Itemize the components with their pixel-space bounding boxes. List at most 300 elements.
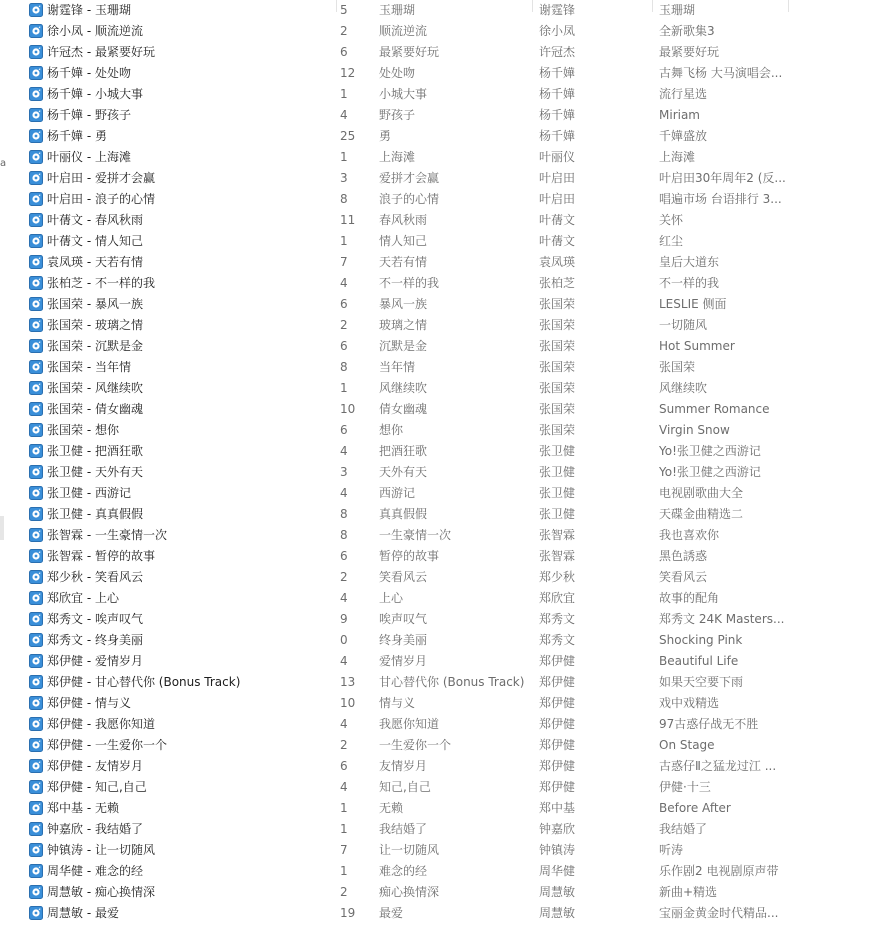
album-name: 风继续吹 <box>659 381 708 395</box>
album-name: 天碟金曲精选二 <box>659 507 744 521</box>
file-name: 张卫健 - 西游记 <box>47 486 131 500</box>
audio-file-icon <box>29 3 43 17</box>
album-name: 古惑仔Ⅱ之猛龙过江 ... <box>659 759 777 773</box>
audio-file-icon <box>29 843 43 857</box>
track-number: 3 <box>340 464 348 479</box>
track-number: 7 <box>340 842 348 857</box>
audio-file-icon <box>29 885 43 899</box>
audio-file-icon <box>29 654 43 668</box>
file-row[interactable] <box>22 524 872 545</box>
file-name: 叶丽仪 - 上海滩 <box>47 150 131 164</box>
file-row[interactable] <box>22 104 872 125</box>
track-number: 5 <box>340 2 348 17</box>
track-number: 2 <box>340 23 348 38</box>
audio-file-icon <box>29 339 43 353</box>
audio-file-icon <box>29 696 43 710</box>
file-name: 钟嘉欣 - 我结婚了 <box>47 822 143 836</box>
contributing-artist: 杨千嬅 <box>539 66 576 80</box>
track-number: 4 <box>340 107 348 122</box>
track-number: 4 <box>340 653 348 668</box>
track-number: 1 <box>340 821 348 836</box>
navigation-pane-edge <box>0 0 22 933</box>
file-row[interactable] <box>22 419 872 440</box>
file-name: 郑伊健 - 友情岁月 <box>47 759 143 773</box>
song-title: 想你 <box>379 423 404 437</box>
audio-file-icon <box>29 486 43 500</box>
song-title: 勇 <box>379 129 392 143</box>
contributing-artist: 杨千嬅 <box>539 108 576 122</box>
file-name: 郑秀文 - 唉声叹气 <box>47 612 143 626</box>
file-row[interactable] <box>22 272 872 293</box>
file-row[interactable] <box>22 125 872 146</box>
contributing-artist: 张卫健 <box>539 486 576 500</box>
contributing-artist: 郑伊健 <box>539 717 576 731</box>
file-row[interactable] <box>22 881 872 902</box>
song-title: 我结婚了 <box>379 822 428 836</box>
file-name: 钟镇涛 - 让一切随风 <box>47 843 155 857</box>
audio-file-icon <box>29 402 43 416</box>
contributing-artist: 郑秀文 <box>539 633 576 647</box>
album-name: 张国荣 <box>659 360 696 374</box>
file-name: 张智霖 - 一生豪情一次 <box>47 528 167 542</box>
file-name: 张国荣 - 沉默是金 <box>47 339 143 353</box>
song-title: 暴风一族 <box>379 297 428 311</box>
track-number: 4 <box>340 590 348 605</box>
file-name: 郑伊健 - 甘心替代你 (Bonus Track) <box>47 675 241 689</box>
song-title: 小城大事 <box>379 87 428 101</box>
song-title: 沉默是金 <box>379 339 428 353</box>
file-name: 叶蒨文 - 春风秋雨 <box>47 213 143 227</box>
file-name: 郑欣宜 - 上心 <box>47 591 119 605</box>
audio-file-icon <box>29 150 43 164</box>
song-title: 当年情 <box>379 360 416 374</box>
track-number: 8 <box>340 527 348 542</box>
contributing-artist: 张国荣 <box>539 318 576 332</box>
audio-file-icon <box>29 507 43 521</box>
audio-file-icon <box>29 717 43 731</box>
album-name: 红尘 <box>659 234 684 248</box>
file-row[interactable] <box>22 83 872 104</box>
track-number: 8 <box>340 359 348 374</box>
album-name: 关怀 <box>659 213 684 227</box>
track-number: 6 <box>340 44 348 59</box>
audio-file-icon <box>29 780 43 794</box>
song-title: 唉声叹气 <box>379 612 428 626</box>
contributing-artist: 张卫健 <box>539 507 576 521</box>
track-number: 4 <box>340 443 348 458</box>
contributing-artist: 张智霖 <box>539 528 576 542</box>
song-title: 把酒狂歌 <box>379 444 428 458</box>
track-number: 4 <box>340 716 348 731</box>
song-title: 风继续吹 <box>379 381 428 395</box>
file-row[interactable] <box>22 650 872 671</box>
album-name: LESLIE 侧面 <box>659 297 727 311</box>
file-name: 杨千嬅 - 小城大事 <box>47 87 143 101</box>
album-name: 上海滩 <box>659 150 696 164</box>
track-number: 6 <box>340 296 348 311</box>
track-number: 1 <box>340 233 348 248</box>
audio-file-icon <box>29 234 43 248</box>
album-name: 千嬅盛放 <box>659 129 708 143</box>
audio-file-icon <box>29 192 43 206</box>
album-name: Shocking Pink <box>659 632 743 647</box>
contributing-artist: 叶启田 <box>539 171 576 185</box>
track-number: 13 <box>340 674 356 689</box>
contributing-artist: 徐小凤 <box>539 24 576 38</box>
audio-file-icon <box>29 381 43 395</box>
album-name: 一切随风 <box>659 318 708 332</box>
audio-file-icon <box>29 255 43 269</box>
file-row[interactable] <box>22 860 872 881</box>
audio-file-icon <box>29 738 43 752</box>
song-title: 情与义 <box>379 696 416 710</box>
nav-pane-scroll-indicator[interactable] <box>0 516 4 540</box>
file-row[interactable] <box>22 314 872 335</box>
file-name: 张国荣 - 倩女幽魂 <box>47 402 143 416</box>
contributing-artist: 张卫健 <box>539 444 576 458</box>
file-row[interactable] <box>22 482 872 503</box>
file-name: 徐小凤 - 顺流逆流 <box>47 24 143 38</box>
file-name: 张国荣 - 玻璃之情 <box>47 318 143 332</box>
audio-file-icon <box>29 318 43 332</box>
audio-file-icon <box>29 24 43 38</box>
contributing-artist: 郑欣宜 <box>539 591 576 605</box>
contributing-artist: 袁凤瑛 <box>539 255 576 269</box>
audio-file-icon <box>29 822 43 836</box>
track-number: 2 <box>340 569 348 584</box>
album-name: 戏中戏精选 <box>659 696 720 710</box>
contributing-artist: 周华健 <box>539 864 576 878</box>
contributing-artist: 郑秀文 <box>539 612 576 626</box>
file-name: 周慧敏 - 最爱 <box>47 906 119 920</box>
album-name: 流行星选 <box>659 87 708 101</box>
file-row[interactable] <box>22 902 872 923</box>
album-name: Summer Romance <box>659 401 770 416</box>
file-name: 张柏芝 - 不一样的我 <box>47 276 155 290</box>
file-name: 周华健 - 难念的经 <box>47 864 143 878</box>
track-number: 2 <box>340 317 348 332</box>
file-row[interactable] <box>22 377 872 398</box>
track-number: 11 <box>340 212 356 227</box>
file-row[interactable] <box>22 335 872 356</box>
contributing-artist: 张国荣 <box>539 381 576 395</box>
audio-file-icon <box>29 360 43 374</box>
album-name: 听涛 <box>659 843 684 857</box>
contributing-artist: 钟镇涛 <box>539 843 576 857</box>
song-title: 上心 <box>379 591 404 605</box>
audio-file-icon <box>29 591 43 605</box>
song-title: 一生豪情一次 <box>379 528 452 542</box>
album-name: Hot Summer <box>659 338 735 353</box>
file-row[interactable] <box>22 776 872 797</box>
track-number: 6 <box>340 338 348 353</box>
file-row[interactable] <box>22 839 872 860</box>
track-number: 9 <box>340 611 348 626</box>
contributing-artist: 张卫健 <box>539 465 576 479</box>
track-number: 3 <box>340 170 348 185</box>
audio-file-icon <box>29 465 43 479</box>
album-name: 全新歌集3 <box>659 24 715 38</box>
file-name: 叶启田 - 爱拼才会赢 <box>47 171 155 185</box>
album-name: 唱遍市场 台语排行 3... <box>659 192 782 206</box>
song-title: 难念的经 <box>379 864 428 878</box>
album-name: 电视剧歌曲大全 <box>659 486 744 500</box>
audio-file-icon <box>29 423 43 437</box>
track-number: 7 <box>340 254 348 269</box>
song-title: 笑看风云 <box>379 570 428 584</box>
song-title: 野孩子 <box>379 108 416 122</box>
track-number: 10 <box>340 695 356 710</box>
album-name: Before After <box>659 800 731 815</box>
contributing-artist: 郑伊健 <box>539 759 576 773</box>
file-name: 张智霖 - 暂停的故事 <box>47 549 155 563</box>
file-name: 张卫健 - 天外有天 <box>47 465 143 479</box>
track-number: 19 <box>340 905 356 920</box>
album-name: Virgin Snow <box>659 422 730 437</box>
contributing-artist: 郑中基 <box>539 801 576 815</box>
file-name: 杨千嬅 - 勇 <box>47 129 107 143</box>
file-row[interactable] <box>22 608 872 629</box>
file-row[interactable] <box>22 167 872 188</box>
song-title: 天外有天 <box>379 465 428 479</box>
track-number: 1 <box>340 800 348 815</box>
file-row[interactable] <box>22 797 872 818</box>
file-row[interactable] <box>22 440 872 461</box>
file-row[interactable] <box>22 146 872 167</box>
album-name: Miriam <box>659 107 700 122</box>
track-number: 6 <box>340 548 348 563</box>
contributing-artist: 叶蒨文 <box>539 213 576 227</box>
song-title: 真真假假 <box>379 507 428 521</box>
contributing-artist: 张柏芝 <box>539 276 576 290</box>
file-row[interactable] <box>22 293 872 314</box>
file-row[interactable] <box>22 398 872 419</box>
contributing-artist: 杨千嬅 <box>539 129 576 143</box>
song-title: 上海滩 <box>379 150 416 164</box>
song-title: 玉珊瑚 <box>379 3 416 17</box>
album-name: 叶启田30年周年2 (反... <box>659 171 786 185</box>
album-name: 玉珊瑚 <box>659 3 696 17</box>
contributing-artist: 郑伊健 <box>539 738 576 752</box>
track-number: 0 <box>340 632 348 647</box>
album-name: 故事的配角 <box>659 591 720 605</box>
album-name: Yo!张卫健之西游记 <box>659 444 761 458</box>
contributing-artist: 叶启田 <box>539 192 576 206</box>
song-title: 最紧要好玩 <box>379 45 440 59</box>
file-row[interactable] <box>22 755 872 776</box>
file-row[interactable] <box>22 20 872 41</box>
file-row[interactable] <box>22 734 872 755</box>
contributing-artist: 叶丽仪 <box>539 150 576 164</box>
album-name: 郑秀文 24K Masters... <box>659 612 785 626</box>
file-name: 张国荣 - 当年情 <box>47 360 131 374</box>
contributing-artist: 张国荣 <box>539 423 576 437</box>
audio-file-icon <box>29 213 43 227</box>
audio-file-icon <box>29 171 43 185</box>
song-title: 甘心替代你 (Bonus Track) <box>379 675 525 689</box>
track-number: 10 <box>340 401 356 416</box>
file-name: 张国荣 - 风继续吹 <box>47 381 143 395</box>
file-name: 郑伊健 - 我愿你知道 <box>47 717 155 731</box>
audio-file-icon <box>29 444 43 458</box>
contributing-artist: 郑少秋 <box>539 570 576 584</box>
file-name: 郑伊健 - 一生爱你一个 <box>47 738 167 752</box>
song-title: 天若有情 <box>379 255 428 269</box>
audio-file-icon <box>29 528 43 542</box>
file-name: 张国荣 - 想你 <box>47 423 119 437</box>
file-row[interactable] <box>22 566 872 587</box>
file-row[interactable] <box>22 713 872 734</box>
track-number: 4 <box>340 275 348 290</box>
file-row[interactable] <box>22 356 872 377</box>
song-title: 情人知己 <box>379 234 428 248</box>
contributing-artist: 郑伊健 <box>539 696 576 710</box>
contributing-artist: 周慧敏 <box>539 906 576 920</box>
album-name: Beautiful Life <box>659 653 739 668</box>
album-name: 我也喜欢你 <box>659 528 720 542</box>
song-title: 西游记 <box>379 486 416 500</box>
file-row[interactable] <box>22 545 872 566</box>
file-name: 谢霆锋 - 玉珊瑚 <box>47 3 131 17</box>
file-name: 郑伊健 - 爱情岁月 <box>47 654 143 668</box>
contributing-artist: 张国荣 <box>539 297 576 311</box>
song-title: 爱情岁月 <box>379 654 428 668</box>
song-title: 我愿你知道 <box>379 717 440 731</box>
audio-file-icon <box>29 129 43 143</box>
song-title: 终身美丽 <box>379 633 428 647</box>
file-row[interactable] <box>22 251 872 272</box>
song-title: 爱拼才会赢 <box>379 171 440 185</box>
contributing-artist: 郑伊健 <box>539 675 576 689</box>
audio-file-icon <box>29 906 43 920</box>
file-name: 郑伊健 - 知己,自己 <box>47 780 147 794</box>
contributing-artist: 张国荣 <box>539 339 576 353</box>
song-title: 痴心换情深 <box>379 885 440 899</box>
track-number: 25 <box>340 128 356 143</box>
album-name: 皇后大道东 <box>659 255 720 269</box>
file-name: 杨千嬅 - 野孩子 <box>47 108 131 122</box>
file-name: 杨千嬅 - 处处吻 <box>47 66 131 80</box>
file-name: 郑伊健 - 情与义 <box>47 696 131 710</box>
album-name: 伊健·十三 <box>659 780 711 794</box>
contributing-artist: 杨千嬅 <box>539 87 576 101</box>
contributing-artist: 谢霆锋 <box>539 3 576 17</box>
album-name: 黑色誘惑 <box>659 549 708 563</box>
file-name: 张国荣 - 暴风一族 <box>47 297 143 311</box>
song-title: 浪子的心情 <box>379 192 440 206</box>
album-name: 新曲+精选 <box>659 885 718 899</box>
album-name: 我结婚了 <box>659 822 708 836</box>
audio-file-icon <box>29 759 43 773</box>
song-title: 处处吻 <box>379 66 416 80</box>
contributing-artist: 张国荣 <box>539 360 576 374</box>
file-row[interactable] <box>22 503 872 524</box>
file-row[interactable] <box>22 41 872 62</box>
file-row[interactable] <box>22 188 872 209</box>
file-name: 张卫健 - 把酒狂歌 <box>47 444 143 458</box>
album-name: Yo!张卫健之西游记 <box>659 465 761 479</box>
track-number: 8 <box>340 506 348 521</box>
song-title: 春风秋雨 <box>379 213 428 227</box>
contributing-artist: 张国荣 <box>539 402 576 416</box>
file-name: 郑中基 - 无赖 <box>47 801 119 815</box>
file-row[interactable] <box>22 209 872 230</box>
album-name: 古舞飞杨 大马演唱会... <box>659 66 783 80</box>
song-title: 不一样的我 <box>379 276 440 290</box>
contributing-artist: 周慧敏 <box>539 885 576 899</box>
album-name: 如果天空要下雨 <box>659 675 744 689</box>
file-row[interactable] <box>22 629 872 650</box>
audio-file-icon <box>29 549 43 563</box>
file-row[interactable] <box>22 587 872 608</box>
file-row[interactable] <box>22 230 872 251</box>
album-name: 97古惑仔战无不胜 <box>659 717 759 731</box>
audio-file-icon <box>29 864 43 878</box>
audio-file-icon <box>29 108 43 122</box>
track-number: 2 <box>340 884 348 899</box>
album-name: 不一样的我 <box>659 276 720 290</box>
song-title: 顺流逆流 <box>379 24 428 38</box>
contributing-artist: 钟嘉欣 <box>539 822 576 836</box>
track-number: 6 <box>340 758 348 773</box>
file-row[interactable] <box>22 818 872 839</box>
audio-file-icon <box>29 87 43 101</box>
file-row[interactable] <box>22 62 872 83</box>
song-title: 最爱 <box>379 906 404 920</box>
file-row[interactable] <box>22 461 872 482</box>
file-name: 许冠杰 - 最紧要好玩 <box>47 45 155 59</box>
file-name: 郑少秋 - 笑看风云 <box>47 570 143 584</box>
track-number: 4 <box>340 779 348 794</box>
file-name: 叶启田 - 浪子的心情 <box>47 192 155 206</box>
contributing-artist: 叶蒨文 <box>539 234 576 248</box>
file-row[interactable] <box>22 692 872 713</box>
track-number: 1 <box>340 380 348 395</box>
file-row[interactable] <box>22 671 872 692</box>
album-name: 最紧要好玩 <box>659 45 720 59</box>
track-number: 6 <box>340 422 348 437</box>
file-name: 叶蒨文 - 情人知己 <box>47 234 143 248</box>
contributing-artist: 郑伊健 <box>539 780 576 794</box>
contributing-artist: 许冠杰 <box>539 45 576 59</box>
track-number: 2 <box>340 737 348 752</box>
track-number: 1 <box>340 86 348 101</box>
audio-file-icon <box>29 570 43 584</box>
track-number: 1 <box>340 863 348 878</box>
audio-file-icon <box>29 801 43 815</box>
song-title: 让一切随风 <box>379 843 440 857</box>
audio-file-icon <box>29 612 43 626</box>
album-name: On Stage <box>659 737 715 752</box>
song-title: 暂停的故事 <box>379 549 440 563</box>
track-number: 4 <box>340 485 348 500</box>
nav-pane-clipped-text: a <box>0 158 7 169</box>
album-name: 乐作剧2 电视剧原声带 <box>659 864 779 878</box>
audio-file-icon <box>29 45 43 59</box>
song-title: 知己,自己 <box>379 780 431 794</box>
audio-file-icon <box>29 633 43 647</box>
file-row[interactable] <box>22 0 872 20</box>
contributing-artist: 郑伊健 <box>539 654 576 668</box>
track-number: 12 <box>340 65 356 80</box>
file-name: 袁凤瑛 - 天若有情 <box>47 255 143 269</box>
track-number: 8 <box>340 191 348 206</box>
song-title: 玻璃之情 <box>379 318 428 332</box>
contributing-artist: 张智霖 <box>539 549 576 563</box>
track-number: 1 <box>340 149 348 164</box>
audio-file-icon <box>29 66 43 80</box>
song-title: 友情岁月 <box>379 759 428 773</box>
